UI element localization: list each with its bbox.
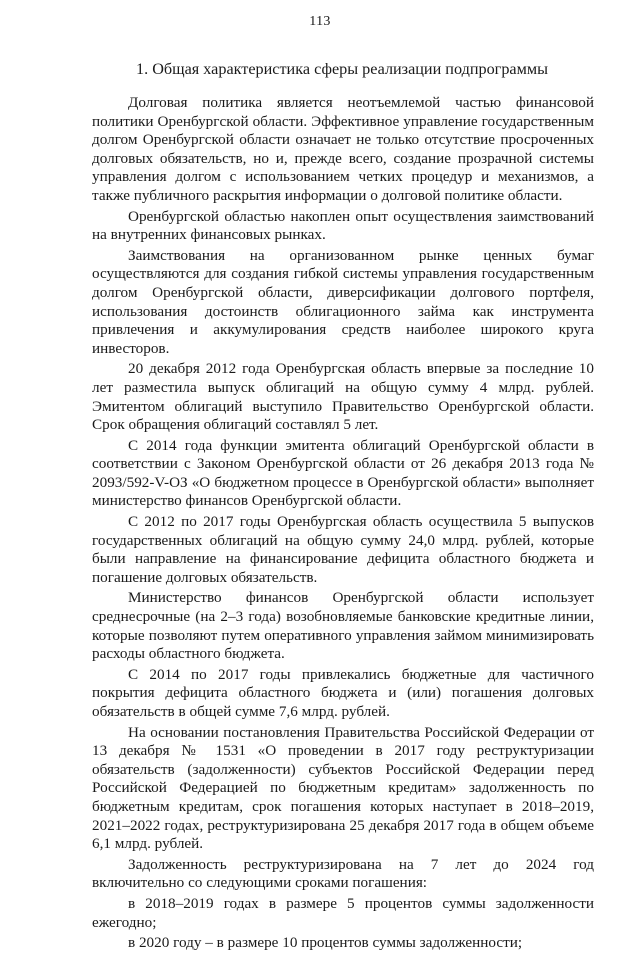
list-item: в 2020 году – в размере 10 процентов суммы задолженности; (128, 934, 523, 952)
paragraph: С 2014 по 2017 годы привлекались бюджетные для частичного покрытия дефицита областного бюджета и (или) погашения долговых обязательств в общей сумме 7,6 млрд. рублей. (92, 665, 594, 720)
body-text (92, 94, 594, 955)
paragraph: На основании постановления Правительства Российской Федерации от 13 декабря № 1531 «О проведении в 2017 году реструктуризации обязательств (задолженности) субъектов Российской Федерации перед Российской Федерацией по бюджетным кредитам» задолженность по бюджетным кредитам, срок погашения которых наступает в 2018–2019, 2021–2022 годах, реструктуризирована 25 декабря 2017 года в общем объеме 6,1 млрд. рублей. (92, 723, 594, 853)
section-heading: 1. Общая характеристика сферы реализации подпрограммы (136, 60, 548, 78)
paragraph: Министерство финансов Оренбургской области использует среднесрочные (на 2–3 года) возобновляемые банковские кредитные линии, которые позволяют путем оперативного управления займом минимизировать расходы областного бюджета. (92, 589, 594, 663)
paragraph: 20 декабря 2012 года Оренбургская область впервые за последние 10 лет разместила выпуск облигаций на общую сумму 4 млрд. рублей. Эмитентом облигаций выступило Правительство Оренбургской области. Срок обращения облигаций составлял 5 лет. (92, 360, 594, 434)
list-item: в 2018–2019 годах в размере 5 процентов суммы задолженности ежегодно; (92, 894, 594, 931)
page-number: 113 (309, 14, 331, 29)
paragraph: Заимствования на организованном рынке ценных бумаг осуществляются для создания гибкой системы управления государственным долгом Оренбургской области, диверсификации долгового портфеля, использования достоинств облигационного займа как инструмента привлечения и аккумулирования средств наиболее широкого круга инвесторов. (92, 246, 594, 357)
paragraph: С 2014 года функции эмитента облигаций Оренбургской области в соответствии с Законом Оренбургской области от 26 декабря 2013 года № 2093/592-V-ОЗ «О бюджетном процессе в Оренбургской области» выполняет министерство финансов Оренбургской области. (92, 436, 594, 510)
paragraph: С 2012 по 2017 годы Оренбургская область осуществила 5 выпусков государственных облигаций на общую сумму 24,0 млрд. рублей, которые были направление на финансирование дефицита областного бюджета и погашение долговых обязательств. (92, 513, 594, 586)
paragraph: Долговая политика является неотъемлемой частью финансовой политики Оренбургской области. Эффективное управление государственным долгом Оренбургской области означает не только отсутствие просроченных долговых обязательств, но и, прежде всего, создание прозрачной системы управления долгом с использованием четких процедур и механизмов, а также публичного раскрытия информации о долговой политике области. (92, 94, 594, 204)
paragraph: Задолженность реструктуризирована на 7 лет до 2024 год включительно со следующими сроками погашения: (92, 855, 594, 892)
paragraph: Оренбургской областью накоплен опыт осуществления заимствований на внутренних финансовых рынках. (92, 207, 594, 244)
